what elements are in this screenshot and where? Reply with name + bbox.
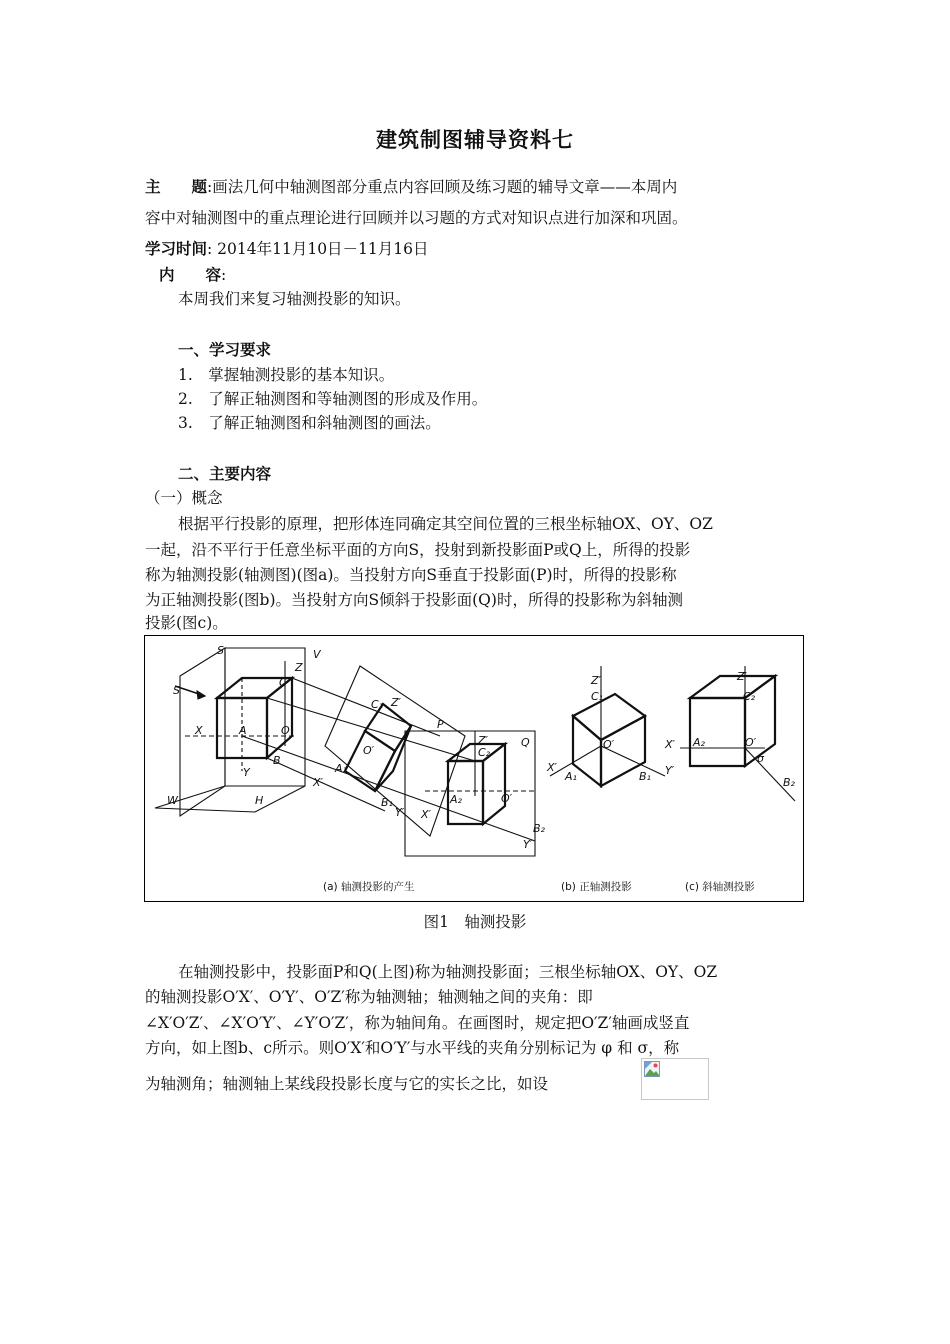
broken-image-icon [644,1061,660,1077]
figure-caption: 图1 轴测投影 [423,913,527,931]
label-c: C [279,676,287,689]
label-b: B [273,754,281,767]
label-c-o: O′ [745,736,757,749]
intro-text: 本周我们来复习轴测投影的知识。 [178,290,411,308]
figure-subcaption-c: (c) 斜轴测投影 [685,881,755,893]
broken-image-placeholder [641,1058,709,1100]
content-line [159,264,226,286]
cube-a [217,678,292,758]
section2-heading: 二、主要内容 [178,465,272,483]
label-x2: X′ [421,808,432,821]
figure-axonometric-projection [144,635,804,902]
label-x1: X′ [313,776,324,789]
theme-line-2: 容中对轴测图中的重点理论进行回顾并以习题的方式对知识点进行加深和巩固。 [145,209,688,227]
label-s: S [173,684,180,697]
label-c-c: C₂ [743,690,756,703]
label-s1: S [217,644,224,657]
figure-subcaption-b: (b) 正轴测投影 [561,881,632,893]
para2-line: 为轴测角；轴测轴上某线段投影长度与它的实长之比，如设 [145,1075,549,1093]
label-q: Q [521,736,530,749]
para1-line: 称为轴测投影(轴测图)(图a)。当投射方向S垂直于投影面(P)时，所得的投影称 [145,566,677,584]
label-c-z: Z′ [737,670,748,683]
cube-q [448,744,505,824]
study-time-key: 学习时间 [145,240,208,258]
label-y1: Y′ [395,806,405,819]
section2-sub-heading: （一）概念 [145,489,223,507]
label-v: V [313,648,321,661]
section1-item: 3. 了解正轴测图和斜轴测图的画法。 [178,414,441,432]
label-z2: Z′ [478,734,489,747]
label-b-o: O′ [603,738,615,751]
label-b-b: B₁ [639,770,651,783]
para2-line: 的轴测投影O′X′、O′Y′、O′Z′称为轴测轴；轴测轴之间的夹角：即 [145,988,593,1006]
label-c2: C₂ [478,746,491,759]
label-a2: A₂ [450,793,462,806]
para1-line: 一起，沿不平行于任意坐标平面的方向S，投射到新投影面P或Q上，所得的投影 [145,541,691,559]
label-b-c: C₁ [591,690,604,703]
figure-drawing [145,636,805,903]
para1-line: 为正轴测投影(图b)。当投射方向S倾斜于投影面(Q)时，所得的投影称为斜轴测 [145,591,683,609]
label-a1: A₁ [335,762,347,775]
section1-item: 2. 了解正轴测图和等轴测图的形成及作用。 [178,390,488,408]
para1-line: 投影(图c)。 [145,614,228,632]
document-title: 建筑制图辅导资料七 [376,128,574,152]
label-x: X [195,724,203,737]
label-p: P [437,718,444,731]
cube-p [345,704,411,791]
theme-line-1 [145,176,677,198]
label-b-y: Y′ [665,764,675,777]
label-o2: O′ [501,792,513,805]
para2-line: ∠X′O′Z′、∠X′O′Y′、∠Y′O′Z′，称为轴间角。在画图时，规定把O′Z′轴画成竖直 [145,1014,690,1032]
label-z: Z [295,661,303,674]
figure-subcaption-a: (a) 轴测投影的产生 [323,881,415,893]
label-b-z: Z′ [591,674,602,687]
para2-line: 在轴测投影中，投影面P和Q(上图)称为轴测投影面；三根坐标轴OX、OY、OZ [178,963,718,981]
label-b-x: X′ [547,761,558,774]
label-y2: Y′ [523,838,533,851]
label-b2: B₂ [533,822,545,835]
study-time-line [145,238,429,260]
para2-line: 方向，如上图b、c所示。则O′X′和O′Y′与水平线的夹角分别标记为 φ 和 σ，称 [145,1039,680,1057]
label-b1: B₁ [381,796,393,809]
label-c-x: X′ [665,738,676,751]
plane-q [405,731,535,856]
label-w: W [167,794,178,807]
label-c-sigma: σ [757,752,764,765]
content-colon: : [221,266,227,284]
section1-heading: 一、学习要求 [178,341,272,359]
label-a: A [239,724,247,737]
study-time-value: : 2014年11月10日－11月16日 [207,240,429,258]
label-c-a: A₂ [693,736,705,749]
theme-key: 主 题 [145,178,208,196]
para1-line: 根据平行投影的原理，把形体连同确定其空间位置的三根坐标轴OX、OY、OZ [178,515,713,533]
label-z1: Z′ [391,696,402,709]
label-o: O [281,724,290,737]
section1-item: 1. 掌握轴测投影的基本知识。 [178,366,395,384]
theme-text-1: :画法几何中轴测图部分重点内容回顾及练习题的辅导文章——本周内 [207,178,678,196]
label-y: Y [243,766,250,779]
label-b-a: A₁ [565,770,577,783]
content-key: 内 容 [159,266,222,284]
label-o1: O′ [363,744,375,757]
label-h: H [255,794,264,807]
label-c-b: B₂ [783,776,795,789]
label-c1: C₁ [371,698,384,711]
